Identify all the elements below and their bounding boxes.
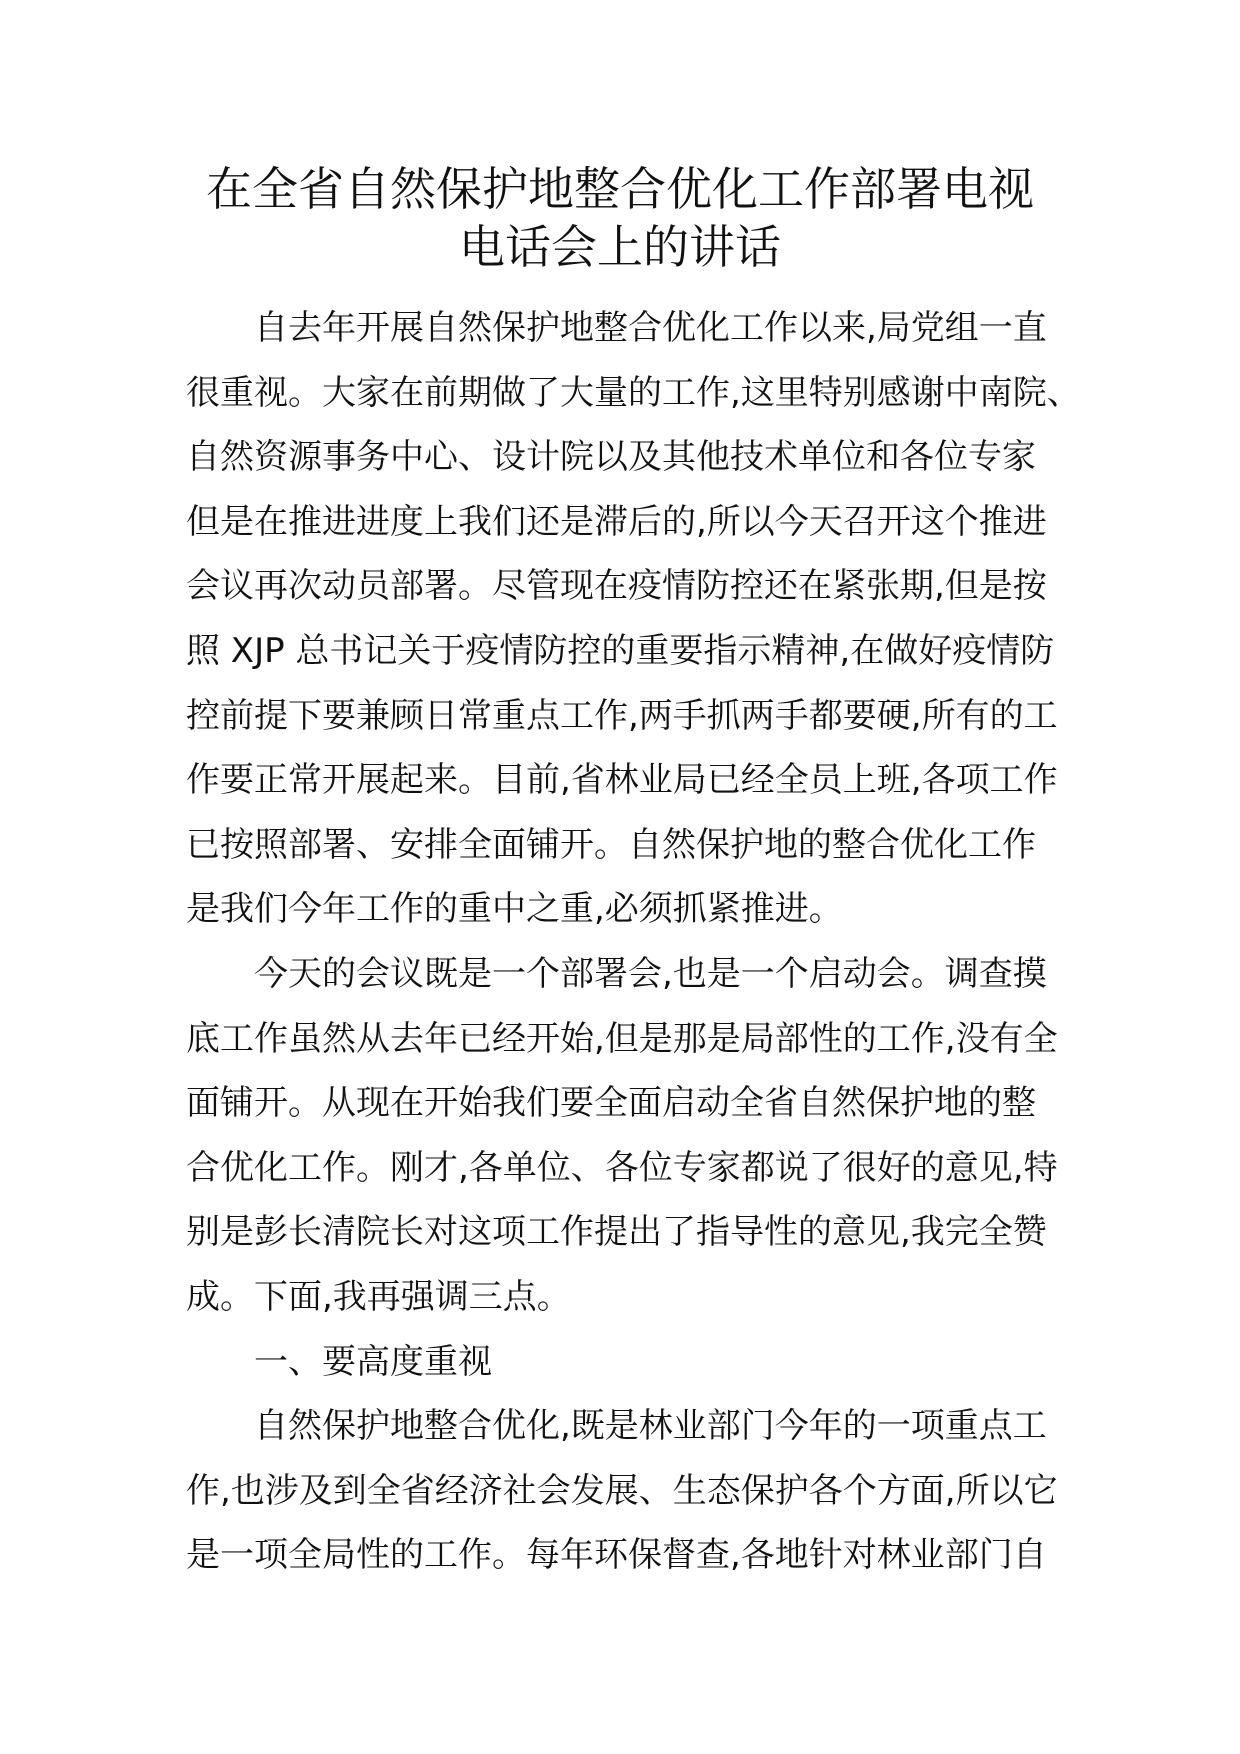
paragraph-line: 自然资源事务中心、设计院以及其他技术单位和各位专家 <box>186 437 1036 478</box>
paragraph-line: 会议再次动员部署。尽管现在疫情防控还在紧张期,但是按 <box>186 566 1047 607</box>
paragraph-line: 很重视。大家在前期做了大量的工作,这里特别感谢中南院、 <box>186 372 1081 413</box>
paragraph-line: 别是彭长清院长对这项工作提出了指导性的意见,我完全赞 <box>186 1212 1047 1253</box>
paragraph-line: 今天的会议既是一个部署会,也是一个启动会。调查摸 <box>254 953 1047 994</box>
paragraph-line: 底工作虽然从去年已经开始,但是那是局部性的工作,没有全 <box>186 1018 1058 1059</box>
paragraph-line: 是我们今年工作的重中之重,必须抓紧推进。 <box>186 889 843 930</box>
paragraph-line: 但是在推进进度上我们还是滞后的,所以今天召开这个推进 <box>186 501 1047 542</box>
paragraph-line: 自去年开展自然保护地整合优化工作以来,局党组一直 <box>254 308 1047 348</box>
document-body <box>186 296 1081 1588</box>
paragraph-line: 控前提下要兼顾日常重点工作,两手抓两手都要硬,所有的工 <box>186 695 1058 736</box>
paragraph-line: 是一项全局性的工作。每年环保督查,各地针对林业部门自 <box>186 1535 1047 1576</box>
paragraph-line: 已按照部署、安排全面铺开。自然保护地的整合优化工作 <box>186 824 1036 865</box>
paragraph-line: 自然保护地整合优化,既是林业部门今年的一项重点工 <box>254 1406 1047 1447</box>
paragraph-line: 照 XJP 总书记关于疫情防控的重要指示精神,在做好疫情防 <box>186 630 1055 671</box>
document-title <box>150 160 1090 276</box>
paragraph-line: 面铺开。从现在开始我们要全面启动全省自然保护地的整 <box>186 1083 1036 1124</box>
paragraph-line: 作要正常开展起来。目前,省林业局已经全员上班,各项工作 <box>186 760 1058 801</box>
title-line: 电话会上的讲话 <box>459 220 781 274</box>
paragraph-line: 合优化工作。刚才,各单位、各位专家都说了很好的意见,特 <box>186 1147 1058 1188</box>
section-heading: 一、要高度重视 <box>254 1341 492 1382</box>
title-line: 在全省自然保护地整合优化工作部署电视 <box>206 162 1034 216</box>
paragraph-line: 成。下面,我再强调三点。 <box>186 1276 571 1317</box>
paragraph-line: 作,也涉及到全省经济社会发展、生态保护各个方面,所以它 <box>186 1470 1058 1511</box>
